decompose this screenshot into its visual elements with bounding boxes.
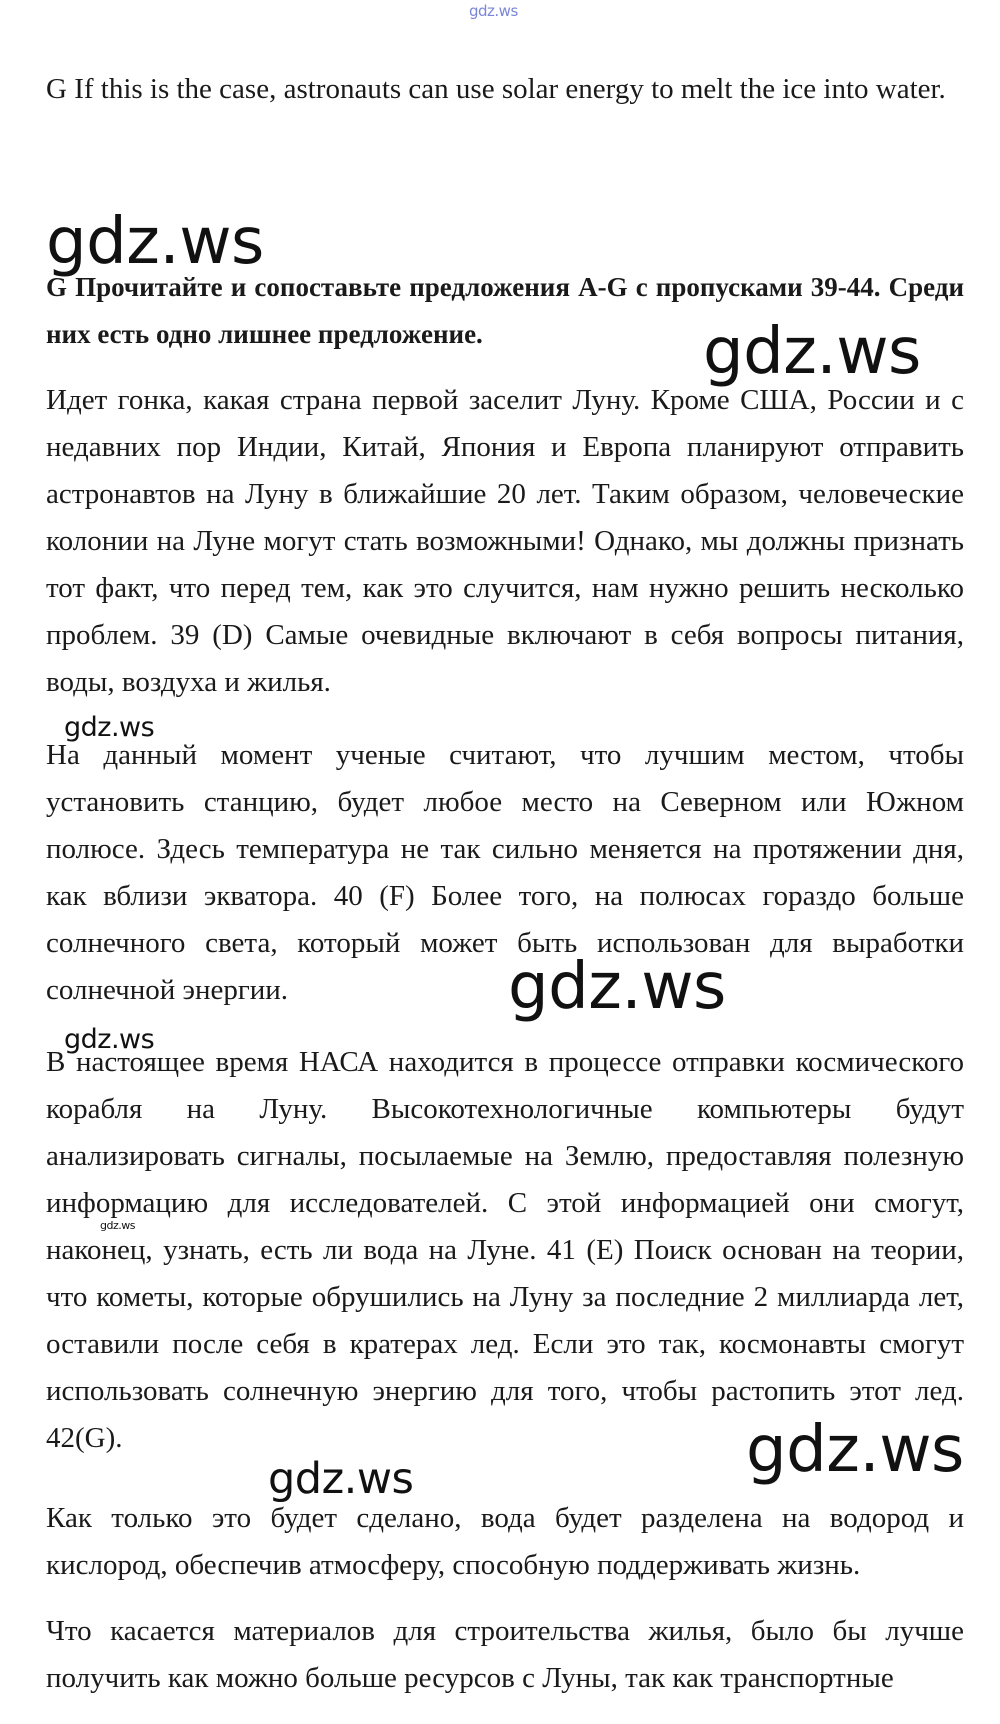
paragraph-4: Как только это будет сделано, вода будет разделена на водород и кислород, обеспечив атмосферу, способную поддерживать жизнь. [46, 1502, 964, 1581]
intro-line: G If this is the case, astronauts can use solar energy to melt the ice into water. [46, 73, 946, 105]
watermark-small-2: gdz.ws [64, 1024, 155, 1055]
watermark-large-4: gdz.ws [746, 1413, 964, 1487]
watermark-medium: gdz.ws [268, 1454, 414, 1504]
watermark-large-2: gdz.ws [703, 315, 921, 389]
watermark-large-1: gdz.ws [46, 205, 264, 279]
paragraph-1: Идет гонка, какая страна первой заселит Луну. Кроме США, России и с недавних пор Индии, Китай, Япония и Европа планируют отправить астронавтов на Луну в ближайшие 20 лет. Таким образом, человеческие колонии на Луне могут стать возможными! Однако, мы должны признать тот факт, что перед тем, как это случится, нам нужно решить несколько проблем. 39 (D) Самые очевидные включают в себя вопросы питания, воды, воздуха и жилья. [46, 384, 964, 698]
watermark-small-1: gdz.ws [64, 712, 155, 743]
watermark-tiny: gdz.ws [100, 1219, 135, 1232]
paragraph-3: В настоящее время НАСА находится в процессе отправки космического корабля на Луну. Высокотехнологичные компьютеры будут анализировать сигналы, посылаемые на Землю, предоставляя полезную информацию для исследователей. С этой информацией они смогут, наконец, узнать, есть ли вода на Луне. 41 (E) Поиск основан на теории, что кометы, которые обрушились на Луну за последние 2 миллиарда лет, оставили после себя в кратерах лед. Если это так, космонавты смогут использовать солнечную энергию для того, чтобы растопить этот лед. 42(G). [46, 1046, 964, 1454]
watermark-top: gdz.ws [469, 2, 518, 20]
paragraph-5: Что касается материалов для строительства жилья, было бы лучше получить как можно больше ресурсов с Луны, так как транспортные [46, 1615, 964, 1694]
task-heading: G Прочитайте и сопоставьте предложения A-G с пропусками 39-44. Среди них есть одно лишнее предложение. [46, 272, 964, 349]
paragraph-2: На данный момент ученые считают, что лучшим местом, чтобы установить станцию, будет любое место на Северном или Южном полюсе. Здесь температура не так сильно меняется на протяжении дня, как вблизи экватора. 40 (F) Более того, на полюсах гораздо больше солнечного света, который может быть использован для выработки солнечной энергии. [46, 739, 964, 1006]
watermark-large-3: gdz.ws [508, 950, 726, 1024]
